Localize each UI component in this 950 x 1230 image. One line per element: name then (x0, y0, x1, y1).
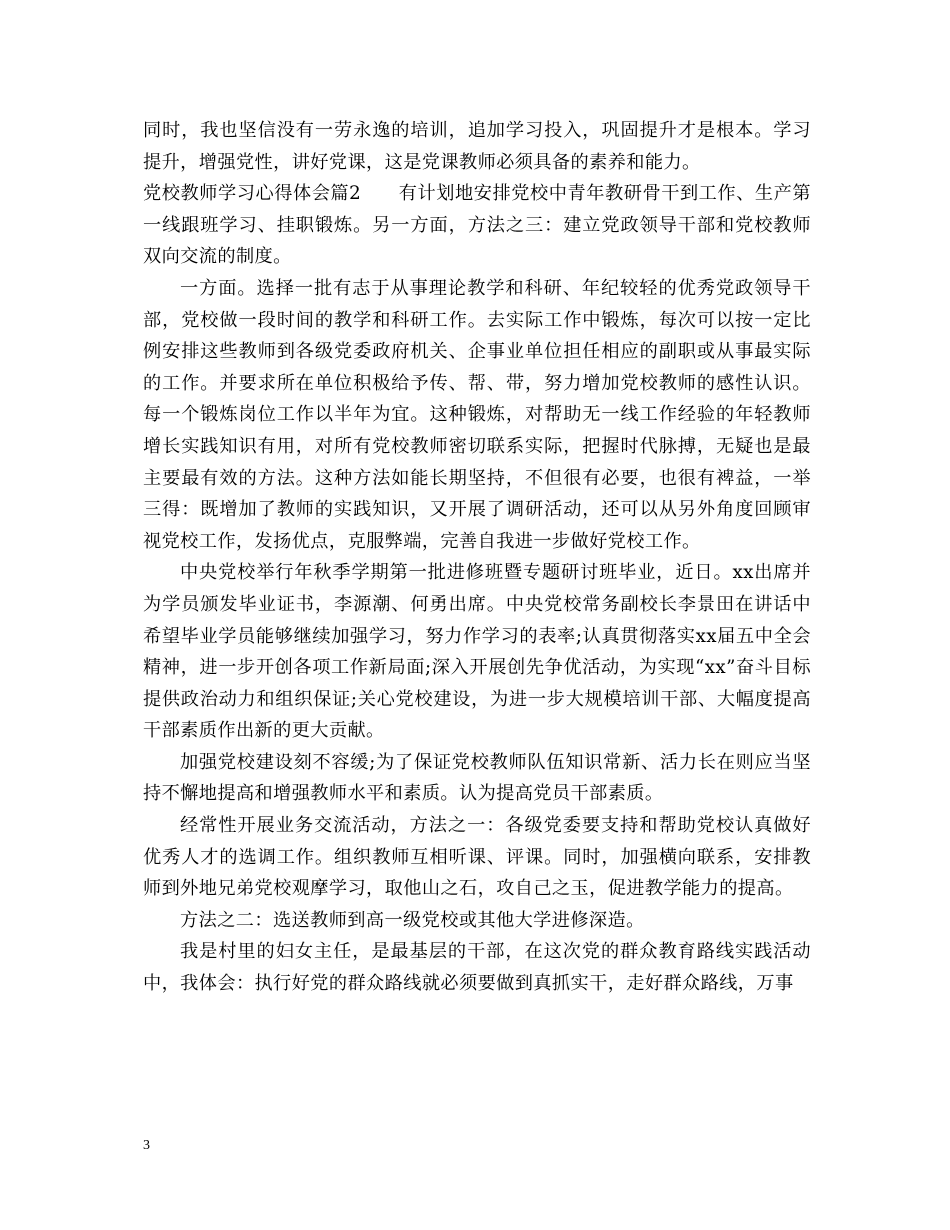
page-number: 3 (143, 1138, 150, 1153)
paragraph: 方法之二：选送教师到高一级党校或其他大学进修深造。 (180, 909, 645, 931)
paragraph: 党校教师学习心得体会篇2 有计划地安排党校中青年教研骨干到工作、生产第一线跟班学习、挂职锻炼。另一方面，方法之三：建立党政领导干部和党校教师双向交流的制度。 (143, 183, 811, 268)
paragraph: 我是村里的妇女主任，是最基层的干部，在这次党的群众教育路线实践活动中，我体会：执行好党的群众路线就必须要做到真抓实干，走好群众路线，万事 (143, 941, 811, 995)
paragraph: 经常性开展业务交流活动，方法之一：各级党委要支持和帮助党校认真做好优秀人才的选调工作。组织教师互相听课、评课。同时，加强横向联系，安排教师到外地兄弟党校观摩学习，取他山之石，攻自己之玉，促进教学能力的提高。 (143, 815, 811, 900)
paragraph: 加强党校建设刻不容缓;为了保证党校教师队伍知识常新、活力长在则应当坚持不懈地提高和增强教师水平和素质。认为提高党员干部素质。 (143, 751, 811, 805)
paragraph: 中央党校举行年秋季学期第一批进修班暨专题研讨班毕业，近日。xx出席并为学员颁发毕业证书，李源潮、何勇出席。中央党校常务副校长李景田在讲话中希望毕业学员能够继续加强学习，努力作学习的表率;认真贯彻落实xx届五中全会精神，进一步开创各项工作新局面;深入开展创先争优活动，为实现“xx”奋斗目标提供政治动力和组织保证;关心党校建设，为进一步大规模培训干部、大幅度提高干部素质作出新的更大贡献。 (143, 562, 811, 742)
document-body (143, 115, 811, 1000)
paragraph: 一方面。选择一批有志于从事理论教学和科研、年纪较轻的优秀党政领导干部，党校做一段时间的教学和科研工作。去实际工作中锻炼，每次可以按一定比例安排这些教师到各级党委政府机关、企事业单位担任相应的副职或从事最实际的工作。并要求所在单位积极给予传、帮、带，努力增加党校教师的感性认识。每一个锻炼岗位工作以半年为宜。这种锻炼，对帮助无一线工作经验的年轻教师增长实践知识有用，对所有党校教师密切联系实际，把握时代脉搏，无疑也是最主要最有效的方法。这种方法如能长期坚持，不但很有必要，也很有裨益，一举三得：既增加了教师的实践知识，又开展了调研活动，还可以从另外角度回顾审视党校工作，发扬优点，克服弊端，完善自我进一步做好党校工作。 (143, 277, 811, 552)
paragraph: 同时，我也坚信没有一劳永逸的培训，追加学习投入，巩固提升才是根本。学习提升，增强党性，讲好党课，这是党课教师必须具备的素养和能力。 (143, 120, 811, 173)
